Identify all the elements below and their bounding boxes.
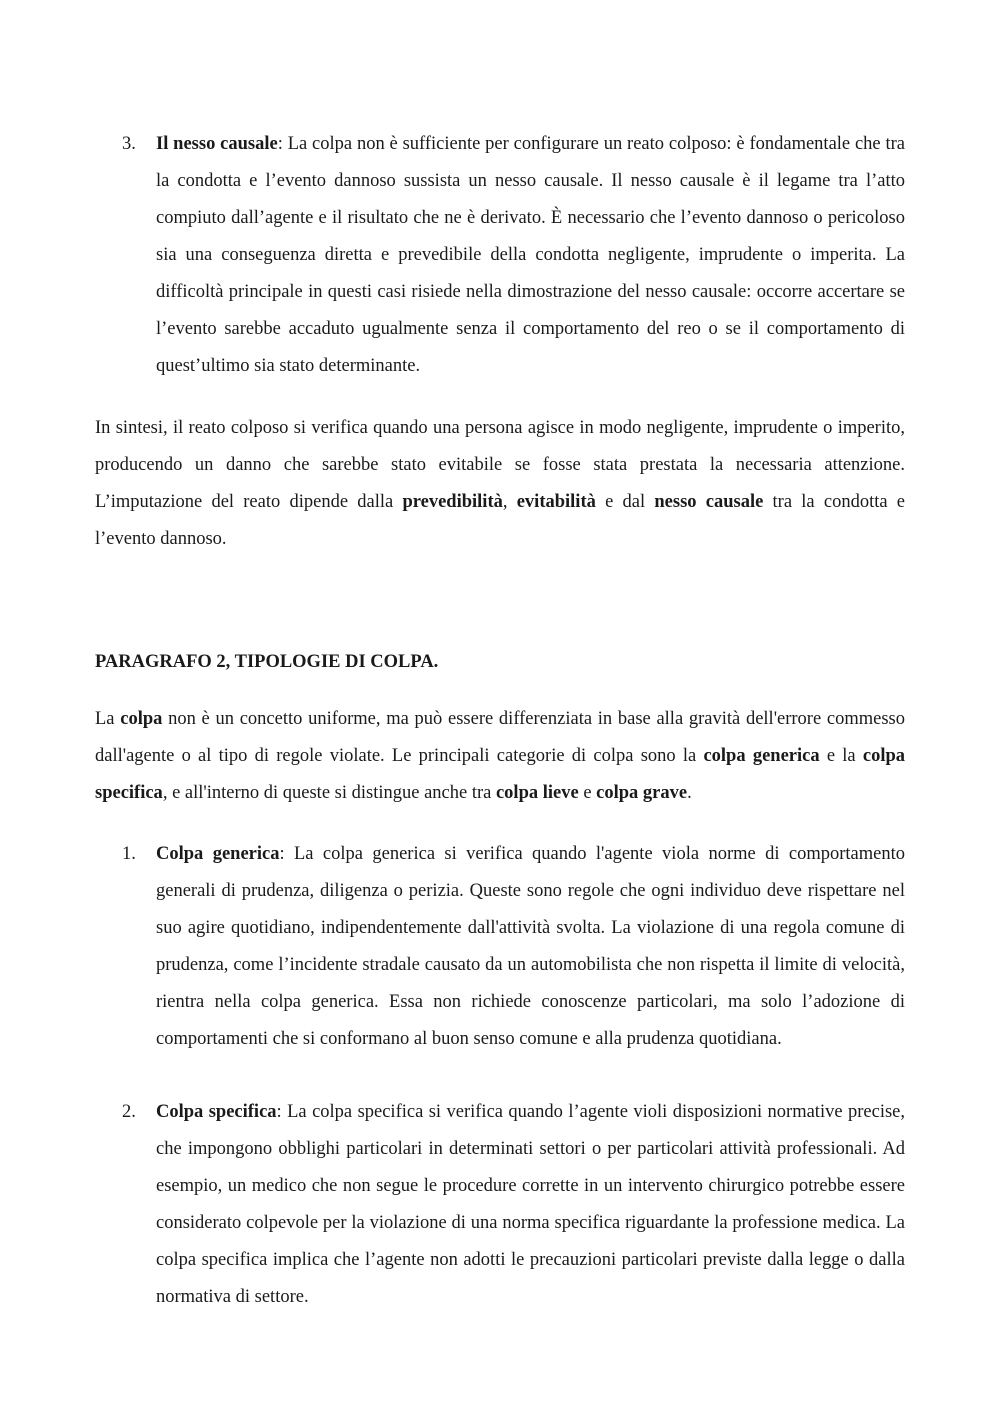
intro-bold-colpa-lieve: colpa lieve <box>495 783 579 803</box>
intro-bold-colpa-specifica: colpa specifica <box>95 746 905 803</box>
list-item-title: Il nesso causale <box>156 134 278 154</box>
list-item-colpa-generica <box>122 836 906 1058</box>
intro-text-3: e la <box>819 746 863 766</box>
list-item-text: : La colpa generica si verifica quando l'agente viola norme di comportamento generali di prudenza, diligenza o perizia. Queste sono regole che ogni individuo deve rispettare nel suo agire quotidiano, indipendentemente dall'attività svolta. La violazione di una regola comune di prudenza, come l’incidente stradale causato da un automobilista che non rispetta il limite di velocità, rientra nella colpa generica. Essa non richiede conoscenze particolari, ma solo l’adozione di comportamenti che si conformano al buon senso comune e alla prudenza quotidiana. <box>156 844 906 1049</box>
list-number: 2. <box>122 1102 136 1122</box>
summary-text-1: In sintesi, il reato colposo si verifica quando una persona agisce in modo negligente, imprudente o imperito, producendo un danno che sarebbe stato evitabile se fosse stata prestata la necessaria attenzione. L’imputazione del reato dipende dalla <box>95 418 905 512</box>
summary-bold-prevedibilita: prevedibilità <box>402 492 503 512</box>
summary-bold-evitabilita: evitabilità <box>516 492 596 512</box>
intro-text-4: , e all'interno di queste si distingue anche tra <box>162 783 496 803</box>
summary-text-3: e dal <box>595 492 655 512</box>
list-number: 3. <box>122 134 136 154</box>
intro-bold-colpa: colpa <box>120 709 163 729</box>
list-item-colpa-specifica <box>122 1094 905 1316</box>
summary-text-2: , <box>502 492 517 512</box>
intro-text-2: non è un concetto uniforme, ma può essere differenziata in base alla gravità dell'errore commesso dall'agente o al tipo di regole violate. Le principali categorie di colpa sono la <box>95 709 905 766</box>
list-item-text: : La colpa non è sufficiente per configurare un reato colposo: è fondamentale che tra la condotta e l’evento dannoso sussista un nesso causale. Il nesso causale è il legame tra l’atto compiuto dall’agente e il risultato che ne è derivato. È necessario che l’evento dannoso o pericoloso sia una conseguenza diretta e prevedibile della condotta negligente, imprudente o imperita. La difficoltà principale in questi casi risiede nella dimostrazione del nesso causale: occorre accertare se l’evento sarebbe accaduto ugualmente senza il comportamento del reo o se il comportamento di quest’ultimo sia stato determinante. <box>156 134 905 376</box>
section-heading: PARAGRAFO 2, TIPOLOGIE DI COLPA. <box>95 652 439 672</box>
summary-text-4: tra la condotta e l’evento dannoso. <box>95 492 906 549</box>
intro-text-1: La <box>95 709 121 729</box>
list-number: 1. <box>122 844 136 864</box>
intro-bold-colpa-generica: colpa generica <box>703 746 820 766</box>
intro-text-6: . <box>687 783 692 803</box>
intro-text-5: e <box>578 783 597 803</box>
intro-bold-colpa-grave: colpa grave <box>596 783 688 803</box>
summary-bold-nesso-causale: nesso causale <box>654 492 764 512</box>
intro-paragraph <box>95 701 905 812</box>
list-item-text: : La colpa specifica si verifica quando l’agente violi disposizioni normative precise, che impongono obblighi particolari in determinati settori o per particolari attività professionali. Ad esempio, un medico che non segue le procedure corrette in un intervento chirurgico potrebbe essere considerato colpevole per la violazione di una norma specifica riguardante la professione medica. La colpa specifica implica che l’agente non adotti le precauzioni particolari previste dalla legge o dalla normativa di settore. <box>156 1102 905 1307</box>
list-item-title: Colpa generica <box>156 844 280 864</box>
list-item-title: Colpa specifica <box>156 1102 277 1122</box>
list-item-nesso-causale <box>122 126 905 385</box>
summary-paragraph <box>95 410 905 558</box>
